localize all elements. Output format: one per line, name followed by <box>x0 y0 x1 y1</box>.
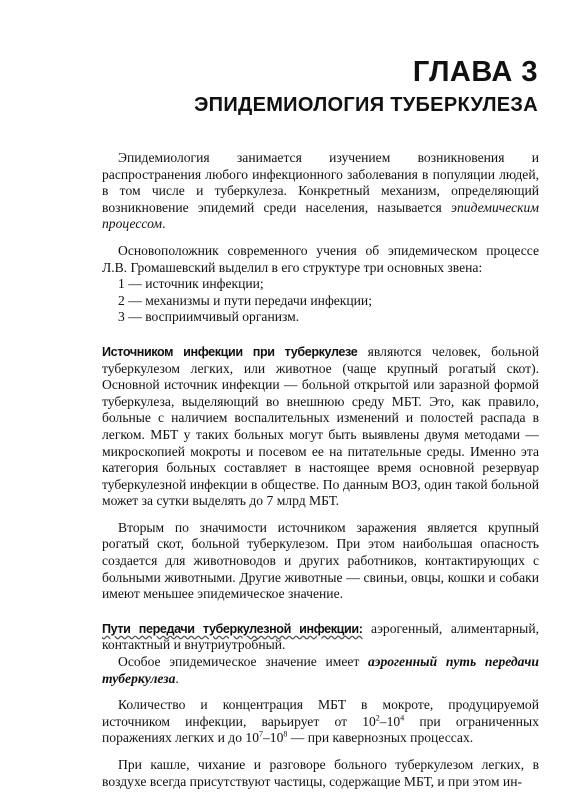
list-item-source: 1 — источник инфекции; <box>118 276 264 292</box>
paragraph-cough: При кашле, чихание и разговоре больного туберкулезом легких, в воздухе всегда присутствуют частицы, содержащие МБТ, и при этом ин- <box>102 757 539 789</box>
paragraph-source <box>102 344 539 510</box>
conc-text-e: — при кавернозных процессах. <box>287 730 474 746</box>
paragraph-intro-text: Эпидемиология занимается изучением возникновения и распространения любого инфекционного заболевания в популяции людей, в том числе и туберкулеза. Конкретный механизм, определяющий возникновение эпидемий среди населения, называется <box>102 150 539 215</box>
paragraph-intro-end: . <box>162 216 166 232</box>
paragraph-gromashevsky: Основоположник современного учения об эпидемическом процессе Л.В. Громашевский выделил в его структуре три основных звена: <box>102 242 539 275</box>
paragraph-aerogenic-end: . <box>175 670 179 686</box>
conc-text-b: –10 <box>379 713 401 729</box>
conc-sup-1: 2 <box>375 713 380 723</box>
paragraph-cattle: Вторым по значимости источником заражения является крупный рогатый скот, больной туберкулезом. При этом наибольшая опасность создается для животноводов и других работников, контактирующих с больными животными. Другие животные — свиньи, овцы, кошки и собаки имеют меньшее эпидемическое значение. <box>102 519 539 602</box>
conc-sup-3: 7 <box>259 729 263 739</box>
source-lead: Источником инфекции при туберкулезе <box>102 344 358 359</box>
conc-text-a: Количество и концентрация МБТ в мокроте, продуцируемой источником инфекции, варьирует от 10 <box>102 697 539 729</box>
paragraph-aerogenic-text: Особое эпидемическое значение имеет <box>118 654 368 670</box>
chapter-title: ЭПИДЕМИОЛОГИЯ ТУБЕРКУЛЕЗА <box>194 94 538 116</box>
paragraph-routes <box>102 621 539 654</box>
term-aerogenic-route: аэрогенный путь передачи туберкулеза <box>102 654 539 686</box>
list-item-mechanisms: 2 — механизмы и пути передачи инфекции; <box>118 292 372 308</box>
list-item-organism: 3 — восприимчивый организм. <box>118 309 300 325</box>
paragraph-source-text: являются человек, больной туберкулезом легких, или животное (чаще крупный рогатый скот). Основной источник инфекции — больной открытой или заразной формой туберкулеза, выделяющий во внешнюю среду МБТ. Это, как правило, больные с наличием воспалительных изменений и полостей распада в легком. МБТ у таких больных могут быть выявлены двумя методами — микроскопией мокроты и посевом ее на питательные среды. Именно эта категория больных составляет в настоящее время основной резервуар туберкулезной инфекции в обществе. По данным ВОЗ, один такой больной может за сутки выделять до 7 млрд МБТ. <box>102 343 539 509</box>
body-text <box>102 150 539 790</box>
conc-text-c: при ограниченных поражениях легких и до 10 <box>102 713 539 746</box>
paragraph-routes-text: аэрогенный, алиментарный, контактный и внутриутробный. <box>102 620 539 653</box>
routes-lead: Пути передачи туберкулезной инфекции: <box>102 621 363 636</box>
term-epidemic-process: эпидемическим процессом <box>102 199 539 232</box>
conc-sup-4: 8 <box>283 729 288 739</box>
chapter-heading: ГЛАВА 3 <box>412 56 538 88</box>
conc-text-d: –10 <box>263 730 284 746</box>
paragraph-aerogenic <box>102 654 539 687</box>
conc-sup-2: 4 <box>400 713 405 723</box>
paragraph-intro <box>102 150 539 233</box>
paragraph-concentration <box>102 697 539 747</box>
